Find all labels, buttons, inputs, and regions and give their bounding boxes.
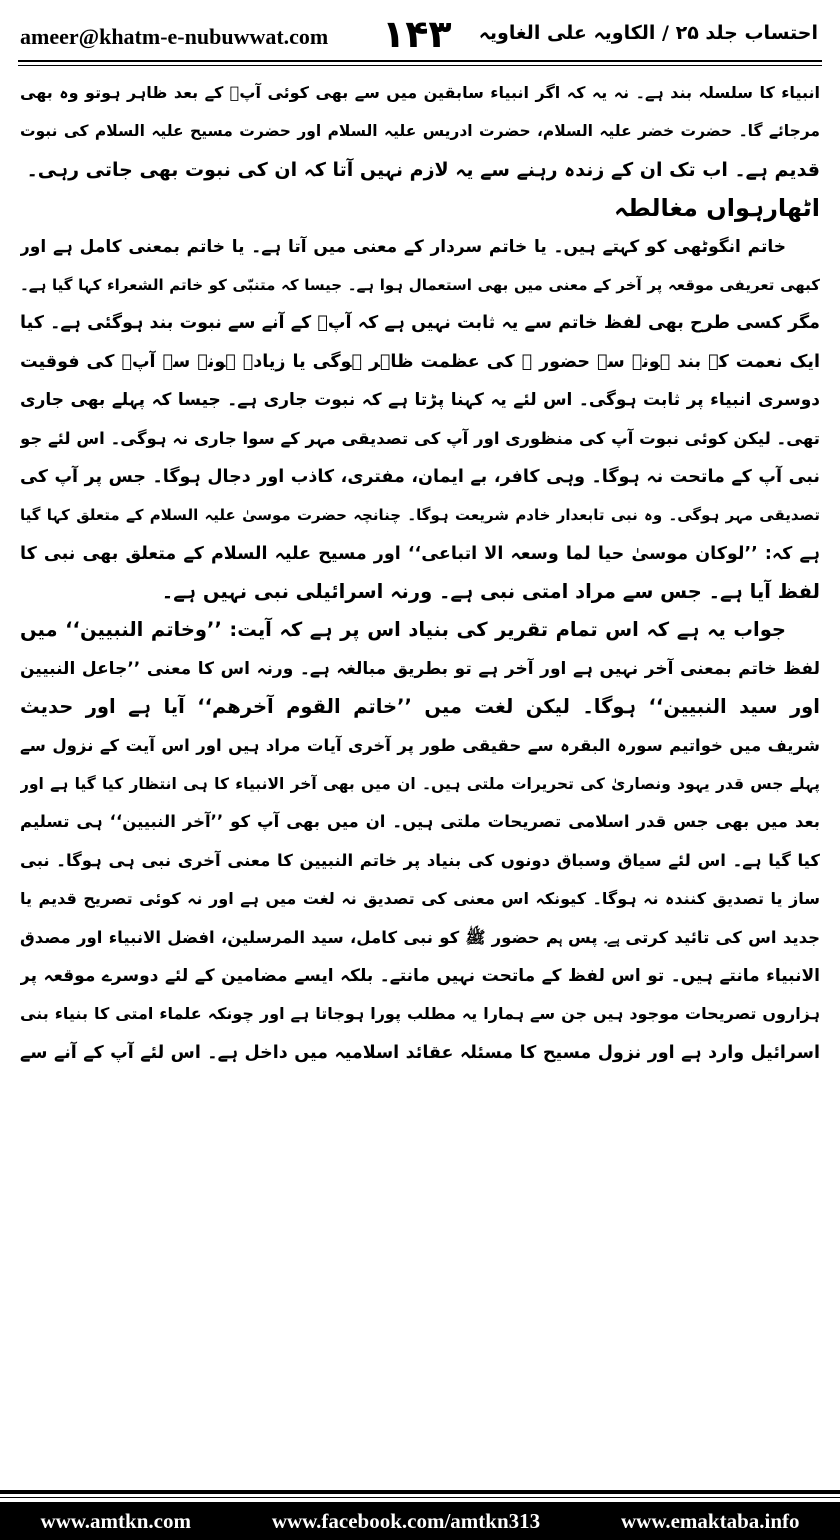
page-number: ۱۴۳ — [382, 12, 452, 56]
text-line: الانبیاء مانتے ہیں۔ تو اس لفظ کے ماتحت نہیں مانتے۔ بلکہ ایسے مضامین کے لئے دوسرے موقعہ پر — [20, 965, 820, 986]
text-line: ایک نعمت کے بند ہونے سے حضور ﷺ کی عظمت ظاہر ہوگی یا زیادہ ہونے سے آپؐ کی فوقیت — [20, 351, 820, 372]
text-line: خاتم انگوٹھی کو کہتے ہیں۔ یا خاتم سردار کے معنی میں آتا ہے۔ یا خاتم بمعنی کامل ہے اور — [20, 236, 786, 257]
page-footer — [0, 1502, 840, 1540]
page-header — [0, 0, 840, 74]
text-line: کبھی تعریفی موقعہ پر آخر کے معنی میں بھی استعمال ہوا ہے۔ جیسا کہ متنبّی کو خاتم الشعراء کہا گیا ہے۔ — [20, 275, 820, 294]
footer-link-emaktaba[interactable]: www.emaktaba.info — [621, 1508, 800, 1533]
text-line: پہلے جس قدر یہود ونصاریٰ کی تحریرات ملتی ہیں۔ ان میں بھی آخر الانبیاء کا ہی انتظار کیا گیا ہے اور — [20, 775, 820, 794]
text-line: شریف میں خواتیم سورہ البقرہ سے حقیقی طور پر آخری آیات مراد ہیں اور اس آیت کے نزول سے — [20, 735, 820, 755]
page-body — [20, 74, 820, 1072]
text-line: کیا گیا ہے۔ اس لئے سیاق وسباق دونوں کی بنیاد پر خاتم النبیین کا معنی آخری نبی ہی ہوگا۔ نبی — [20, 850, 820, 870]
text-line: تصدیقی مہر ہوگی۔ وہ نبی تابعدار خادم شریعت ہوگا۔ چنانچہ حضرت موسیٰ علیہ السلام کے متعلق کہا گیا — [20, 506, 820, 525]
book-title: احتساب جلد ۲۵ / الکاویہ علی الغاویہ — [478, 22, 818, 44]
text-line: انبیاء کا سلسلہ بند ہے۔ نہ یہ کہ اگر انبیاء سابقین میں سے بھی کوئی آپؐ کے بعد ظاہر ہوتو وہ بھی — [20, 83, 820, 102]
text-line: اسرائیل وارد ہے اور نزول مسیح کا مسئلہ عقائد اسلامیہ میں داخل ہے۔ اس لئے آپ کے آنے سے — [20, 1042, 820, 1063]
header-email: ameer@khatm-e-nubuwwat.com — [20, 24, 329, 49]
text-line: تھی۔ لیکن کوئی نبوت آپ کی منظوری اور آپ کی تصدیقی مہر کے سوا جاری نہ ہوگی۔ اس لئے جو — [20, 428, 820, 448]
text-line: جواب یہ ہے کہ اس تمام تقریر کی بنیاد اس پر ہے کہ آیت: ’’وخاتم النبیین‘‘ میں — [20, 618, 786, 642]
text-line: لفظ خاتم بمعنی آخر نہیں ہے اور آخر ہے تو بطریق مبالغہ ہے۔ ورنہ اس کا معنی ’’جاعل النبیین — [20, 658, 820, 679]
footer-link-amtkn[interactable]: www.amtkn.com — [40, 1508, 191, 1533]
text-line: ہزاروں تصریحات موجود ہیں جن سے ہمارا یہ مطلب پورا ہوجاتا ہے اور چونکہ علماء امتی کا بنیاء بنی — [20, 1004, 820, 1024]
text-line: مگر کسی طرح بھی لفظ خاتم سے یہ ثابت نہیں ہے کہ آپؐ کے آنے سے نبوت بند ہوگئی ہے۔ کیا — [20, 313, 820, 334]
text-line: قدیم ہے۔ اب تک ان کے زندہ رہنے سے یہ لازم نہیں آتا کہ ان کی نبوت بھی جاتی رہی۔ — [26, 158, 820, 181]
text-line: اور سید النبیین‘‘ ہوگا۔ لیکن لغت میں ’’خاتم القوم آخرھم‘‘ آیا ہے اور حدیث — [20, 695, 820, 719]
text-line: ہے کہ: ’’لوکان موسیٰ حیا لما وسعہ الا اتباعی‘‘ اور مسیح علیہ السلام کے متعلق بھی نبی کا — [20, 543, 820, 564]
section-heading: اٹھارہواں مغالطہ — [614, 194, 820, 223]
text-line: لفظ آیا ہے۔ جس سے مراد امتی نبی ہے۔ ورنہ اسرائیلی نبی نہیں ہے۔ — [161, 580, 820, 604]
text-line: دوسری انبیاء پر ثابت ہوگی۔ اس لئے یہ کہنا پڑتا ہے کہ نبوت جاری ہے۔ جیسا کہ پہلے بھی جاری — [20, 390, 820, 411]
text-line: ساز یا تصدیق کنندہ نہ ہوگا۔ کیونکہ اس معنی کی تصدیق نہ لغت میں ہے اور نہ کوئی تصریح قدیم یا — [20, 889, 820, 909]
footer-rule — [0, 1490, 840, 1494]
footer-rule-thin — [0, 1497, 840, 1498]
text-line: نبی آپ کے ماتحت نہ ہوگا۔ وہی کافر، بے ایمان، مفتری، کاذب اور دجال ہوگا۔ جس پر آپ کی — [20, 466, 820, 487]
header-rule — [18, 60, 822, 62]
text-line: مرجائے گا۔ حضرت خضر علیہ السلام، حضرت ادریس علیہ السلام اور حضرت مسیح علیہ السلام کی نبوت — [20, 122, 820, 141]
header-rule-thin — [18, 65, 822, 66]
text-line: بعد میں بھی جس قدر اسلامی تصریحات ملتی ہیں۔ ان میں بھی آپ کو ’’آخر النبیین‘‘ ہی تسلیم — [20, 812, 820, 832]
footer-link-facebook[interactable]: www.facebook.com/amtkn313 — [271, 1508, 541, 1533]
text-line: جدید اس کی تائید کرتی ہے۔ پس ہم حضور ﷺ کو نبی کامل، سید المرسلین، افضل الانبیاء اور مصدق — [20, 927, 820, 947]
